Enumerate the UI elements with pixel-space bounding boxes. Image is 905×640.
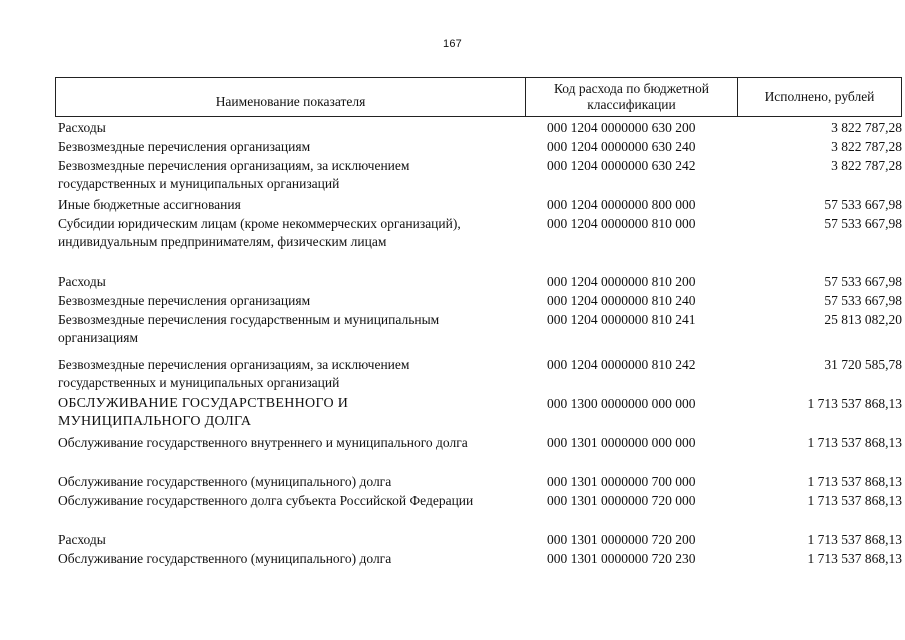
row-name: Расходы: [58, 532, 106, 547]
row-amount: 1 713 537 868,13: [807, 474, 902, 489]
row-name: Безвозмездные перечисления организациям, за исключением государственных и муниципальных организаций: [58, 158, 410, 191]
row-code: 000 1204 0000000 630 200: [547, 120, 696, 135]
row-code: 000 1301 0000000 700 000: [547, 474, 696, 489]
row-name: Обслуживание государственного внутреннего и муниципального долга: [58, 435, 468, 450]
row-name: Безвозмездные перечисления организациям, за исключением государственных и муниципальных организаций: [58, 357, 410, 390]
row-name: Обслуживание государственного (муниципального) долга: [58, 474, 392, 489]
row-amount: 3 822 787,28: [831, 120, 902, 135]
row-code: 000 1204 0000000 800 000: [547, 197, 696, 212]
page-number: 167: [443, 38, 462, 50]
row-code: 000 1204 0000000 810 241: [547, 312, 696, 327]
row-amount: 57 533 667,98: [824, 274, 902, 289]
row-code: 000 1204 0000000 630 240: [547, 139, 696, 154]
row-name: ОБСЛУЖИВАНИЕ ГОСУДАРСТВЕННОГО И МУНИЦИПАЛЬНОГО ДОЛГА: [58, 396, 349, 429]
row-code: 000 1301 0000000 720 000: [547, 493, 696, 508]
row-amount: 31 720 585,78: [824, 357, 902, 372]
row-code: 000 1204 0000000 810 200: [547, 274, 696, 289]
row-code: 000 1301 0000000 720 230: [547, 551, 696, 566]
row-amount: 1 713 537 868,13: [807, 493, 902, 508]
row-code: 000 1301 0000000 000 000: [547, 435, 696, 450]
header-amount: Исполнено, рублей: [764, 89, 875, 104]
row-code: 000 1204 0000000 630 242: [547, 158, 696, 173]
table-header: [55, 77, 902, 117]
row-name: Обслуживание государственного (муниципального) долга: [58, 551, 392, 566]
header-name: Наименование показателя: [56, 78, 526, 116]
row-code: 000 1301 0000000 720 200: [547, 532, 696, 547]
row-amount: 57 533 667,98: [824, 197, 902, 212]
row-code: 000 1204 0000000 810 000: [547, 216, 696, 231]
header-code: Код расхода по бюджетной классификации: [526, 78, 738, 116]
row-name: Безвозмездные перечисления организациям: [58, 139, 311, 154]
row-name: Расходы: [58, 120, 106, 135]
row-code: 000 1204 0000000 810 240: [547, 293, 696, 308]
row-amount: 1 713 537 868,13: [807, 551, 902, 566]
row-amount: 1 713 537 868,13: [807, 396, 902, 411]
row-amount: 1 713 537 868,13: [807, 532, 902, 547]
row-code: 000 1204 0000000 810 242: [547, 357, 696, 372]
row-name: Субсидии юридическим лицам (кроме некоммерческих организаций), индивидуальным предпринимателям, физическим лицам: [58, 216, 461, 249]
row-amount: 57 533 667,98: [824, 293, 902, 308]
row-amount: 3 822 787,28: [831, 139, 902, 154]
row-name: Иные бюджетные ассигнования: [58, 197, 241, 212]
row-amount: 25 813 082,20: [824, 312, 902, 327]
row-amount: 57 533 667,98: [824, 216, 902, 231]
row-name: Расходы: [58, 274, 106, 289]
row-name: Безвозмездные перечисления государственным и муниципальным организациям: [58, 312, 440, 345]
row-name: Обслуживание государственного долга субъекта Российской Федерации: [58, 493, 474, 508]
row-name: Безвозмездные перечисления организациям: [58, 293, 311, 308]
row-amount: 1 713 537 868,13: [807, 435, 902, 450]
row-code: 000 1300 0000000 000 000: [547, 396, 696, 411]
row-amount: 3 822 787,28: [831, 158, 902, 173]
